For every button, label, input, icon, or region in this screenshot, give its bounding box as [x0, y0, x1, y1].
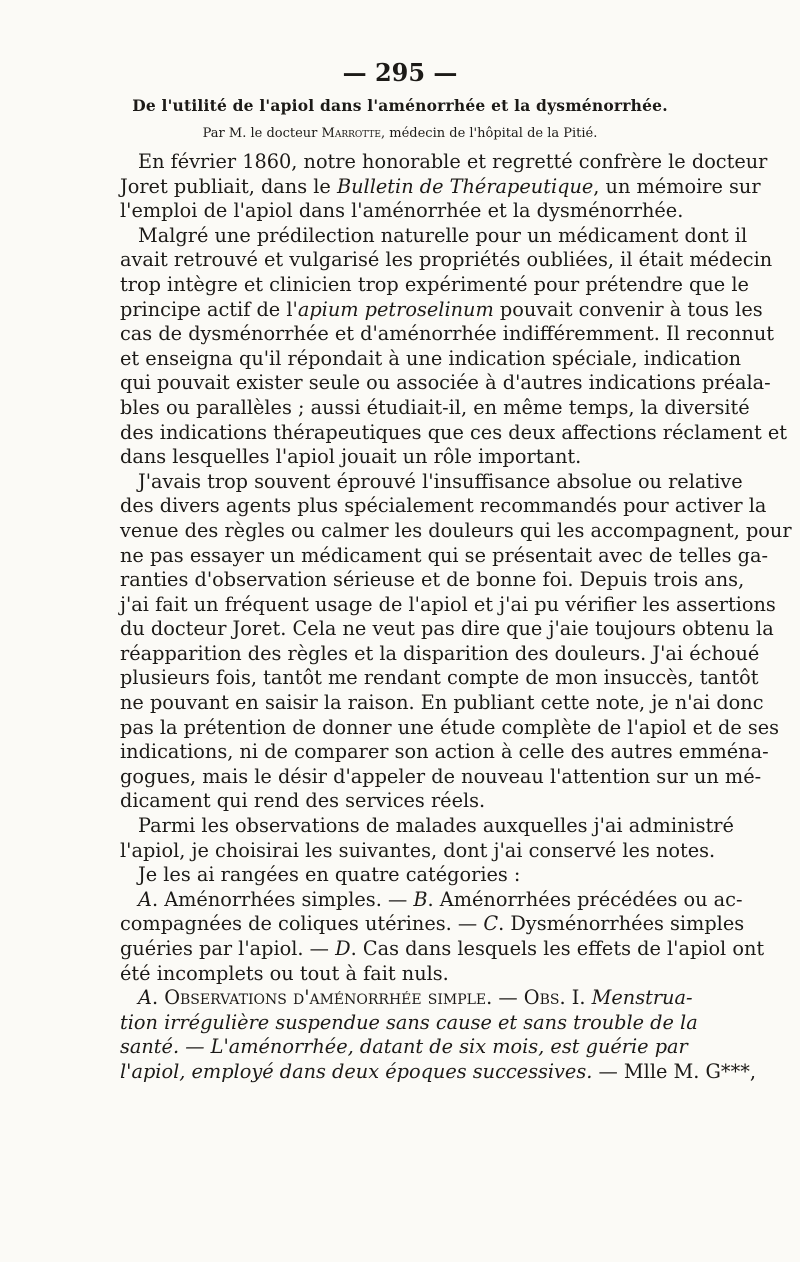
byline-suffix: , médecin de l'hôpital de la Pitié. — [381, 126, 598, 141]
text-line: Je les ai rangées en quatre catégories : — [138, 863, 521, 887]
text-line: pas la prétention de donner une étude complète de l'apiol et de ses — [120, 715, 780, 739]
section-heading-line: A. Observations d'aménorrhée simple. — Obs. I. Menstrua- — [138, 986, 693, 1010]
text-line: tion irrégulière suspendue sans cause et sans trouble de la — [120, 1010, 698, 1034]
text-line: bles ou parallèles ; aussi étudiait-il, en même temps, la diversité — [120, 395, 750, 419]
text-line: cas de dysménorrhée et d'aménorrhée indifféremment. Il reconnut — [120, 322, 774, 346]
byline — [100, 126, 700, 141]
text-line: compagnées de coliques utérines. — C. Dysménorrhées simples — [120, 912, 745, 936]
text-line: l'apiol, employé dans deux époques successives. — Mlle M. G***, — [120, 1059, 756, 1083]
text-line: qui pouvait exister seule ou associée à d'autres indications préala- — [120, 371, 771, 395]
text-line: guéries par l'apiol. — D. Cas dans lesquels les effets de l'apiol ont — [120, 937, 765, 960]
text-line: ne pas essayer un médicament qui se présentait avec de telles ga- — [120, 543, 768, 567]
text-line: venue des règles ou calmer les douleurs qui les accompagnent, pour — [120, 518, 792, 542]
text-line: des divers agents plus spécialement recommandés pour activer la — [120, 494, 767, 518]
plant-name: apium petroselinum — [297, 297, 494, 321]
text-line: santé. — L'aménorrhée, datant de six mois, est guérie par — [120, 1035, 688, 1059]
text-line: gogues, mais le désir d'appeler de nouveau l'attention sur un mé- — [120, 764, 762, 788]
text-line: dicament qui rend des services réels. — [120, 789, 486, 813]
text-line: trop intègre et clinicien trop expérimenté pour prétendre que le — [120, 272, 749, 296]
text-line: l'apiol, je choisirai les suivantes, dont j'ai conservé les notes. — [120, 838, 716, 862]
text-line: indications, ni de comparer son action à celle des autres emména- — [120, 740, 769, 764]
text-line: et enseigna qu'il répondait à une indication spéciale, indication — [120, 346, 742, 370]
text-line: En février 1860, notre honorable et regretté confrère le docteur — [138, 150, 768, 173]
text-line: A. Aménorrhées simples. — B. Aménorrhées précédées ou ac- — [138, 887, 743, 911]
text-line: l'emploi de l'apiol dans l'aménorrhée et la dysménorrhée. — [120, 199, 684, 223]
journal-title: Bulletin de Thérapeutique — [336, 174, 594, 198]
text-line: ne pouvant en saisir la raison. En publiant cette note, je n'ai donc — [120, 691, 764, 715]
text-line: avait retrouvé et vulgarisé les propriétés oubliées, il était médecin — [120, 248, 773, 272]
text-line: des indications thérapeutiques que ces deux affections réclament et — [120, 420, 788, 444]
byline-prefix: Par M. le docteur — [202, 126, 322, 141]
text-line: du docteur Joret. Cela ne veut pas dire que j'aie toujours obtenu la — [120, 617, 774, 641]
text-line: dans lesquelles l'apiol jouait un rôle important. — [120, 445, 582, 469]
text-line: Parmi les observations de malades auxquelles j'ai administré — [138, 814, 734, 838]
text-line: principe actif de l'apium petroselinum pouvait convenir à tous les — [120, 297, 763, 321]
text-line: été incomplets ou tout à fait nuls. — [120, 961, 449, 985]
text-line: Malgré une prédilection naturelle pour un médicament dont il — [138, 223, 748, 247]
text-line: J'avais trop souvent éprouvé l'insuffisance absolue ou relative — [138, 469, 743, 493]
text-line: réapparition des règles et la disparition des douleurs. J'ai échoué — [120, 641, 760, 665]
author-name: Marrotte — [321, 126, 381, 141]
text-line: plusieurs fois, tantôt me rendant compte de mon insuccès, tantôt — [120, 666, 759, 690]
article-body — [120, 150, 792, 1085]
text-line: j'ai fait un fréquent usage de l'apiol et j'ai pu vérifier les assertions — [120, 592, 776, 616]
text-line: ranties d'observation sérieuse et de bonne foi. Depuis trois ans, — [120, 568, 745, 592]
page-number: — 295 — — [342, 58, 458, 87]
article-title: De l'utilité de l'apiol dans l'aménorrhée et la dysménorrhée. — [132, 96, 668, 115]
text-line: Joret publiait, dans le Bulletin de Thérapeutique, un mémoire sur — [120, 174, 761, 198]
